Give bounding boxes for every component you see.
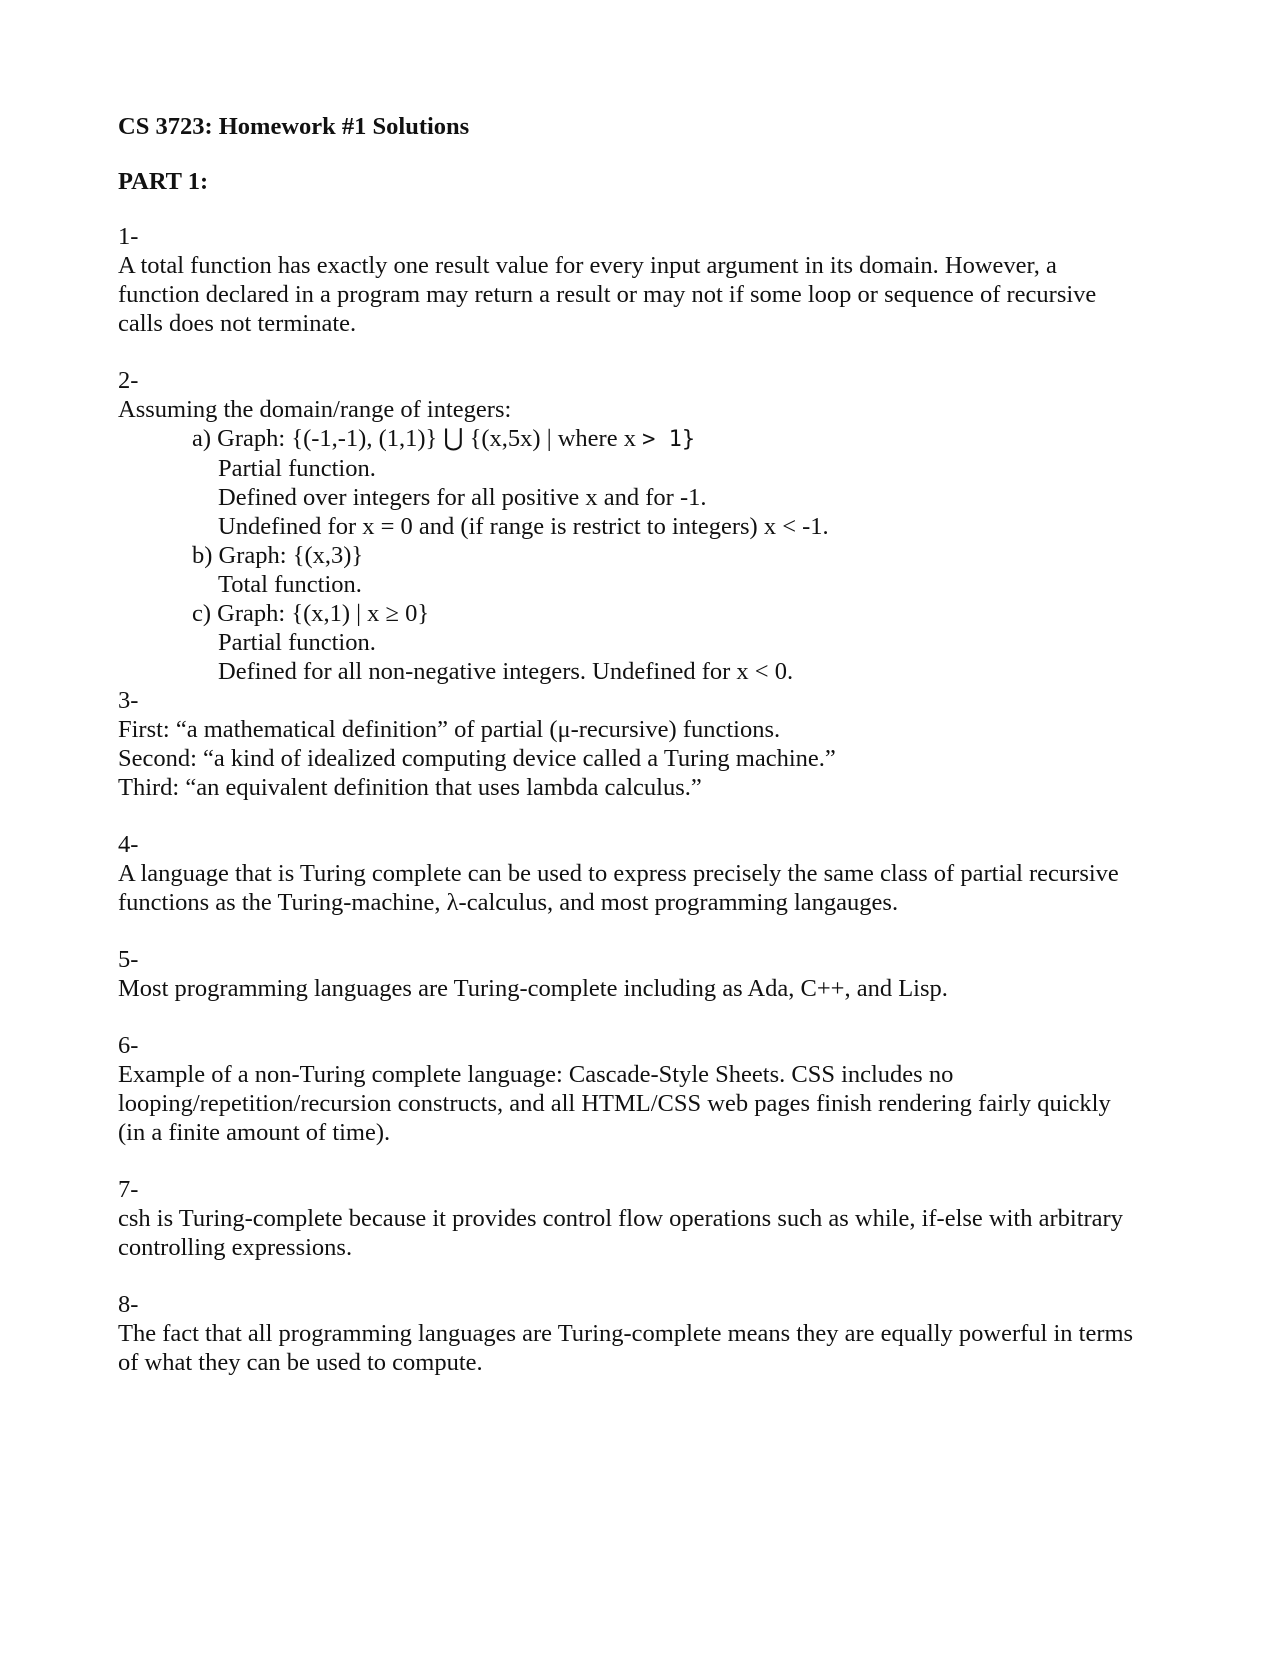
answer-line: Example of a non-Turing complete language: Cascade-Style Sheets. CSS includes no (118, 1061, 954, 1088)
question-number: 5- (118, 946, 139, 973)
answer-line: A language that is Turing complete can be used to express precisely the same class of partial recursive (118, 860, 1119, 887)
answer-line: First: “a mathematical definition” of partial (μ-recursive) functions. (118, 716, 781, 743)
graph-a (118, 424, 1178, 454)
answer-line: looping/repetition/recursion constructs, and all HTML/CSS web pages finish rendering fairly quickly (118, 1090, 1111, 1117)
answer-line: Defined for all non-negative integers. Undefined for x < 0. (218, 658, 794, 685)
graph-b: b) Graph: {(x,3)} (192, 542, 364, 569)
answer-line: controlling expressions. (118, 1234, 353, 1261)
question-number: 6- (118, 1032, 139, 1059)
answer-line: Defined over integers for all positive x and for -1. (218, 484, 707, 511)
answer-line: Second: “a kind of idealized computing device called a Turing machine.” (118, 745, 836, 772)
question-number: 1- (118, 223, 139, 250)
answer-line: Partial function. (218, 455, 376, 482)
question-number: 4- (118, 831, 139, 858)
question-6 (118, 1031, 1178, 1147)
question-5 (118, 945, 1178, 1003)
answer-line: The fact that all programming languages are Turing-complete means they are equally powerful in terms (118, 1320, 1134, 1347)
answer-line: functions as the Turing-machine, λ-calculus, and most programming langauges. (118, 889, 899, 916)
question-number: 7- (118, 1176, 139, 1203)
answer-line: calls does not terminate. (118, 310, 357, 337)
answer-line: function declared in a program may return a result or may not if some loop or sequence of recursive (118, 281, 1097, 308)
answer-line: csh is Turing-complete because it provides control flow operations such as while, if-else with arbitrary (118, 1205, 1123, 1232)
answer-intro: Assuming the domain/range of integers: (118, 396, 512, 423)
document-page (118, 112, 1178, 1405)
graph-a-mono-text: > 1} (642, 427, 696, 452)
answer-line: Third: “an equivalent definition that uses lambda calculus.” (118, 774, 702, 801)
question-3 (118, 686, 1178, 802)
answer-line: Total function. (218, 571, 362, 598)
question-1 (118, 222, 1178, 338)
answer-line: Most programming languages are Turing-complete including as Ada, C++, and Lisp. (118, 975, 948, 1002)
question-8 (118, 1290, 1178, 1377)
answer-line: Undefined for x = 0 and (if range is restrict to integers) x < -1. (218, 513, 829, 540)
answer-line: (in a finite amount of time). (118, 1119, 391, 1146)
document-title: CS 3723: Homework #1 Solutions (118, 113, 470, 140)
question-number: 2- (118, 367, 139, 394)
answer-line: Partial function. (218, 629, 376, 656)
question-2 (118, 366, 1178, 686)
graph-a-text: a) Graph: {(-1,-1), (1,1)} ⋃ {(x,5x) | where x (192, 425, 643, 452)
question-7 (118, 1175, 1178, 1262)
part-heading: PART 1: (118, 168, 209, 195)
graph-c: c) Graph: {(x,1) | x ≥ 0} (192, 600, 430, 627)
question-4 (118, 830, 1178, 917)
answer-line: of what they can be used to compute. (118, 1349, 483, 1376)
question-number: 3- (118, 687, 139, 714)
question-number: 8- (118, 1291, 139, 1318)
answer-line: A total function has exactly one result value for every input argument in its domain. However, a (118, 252, 1057, 279)
